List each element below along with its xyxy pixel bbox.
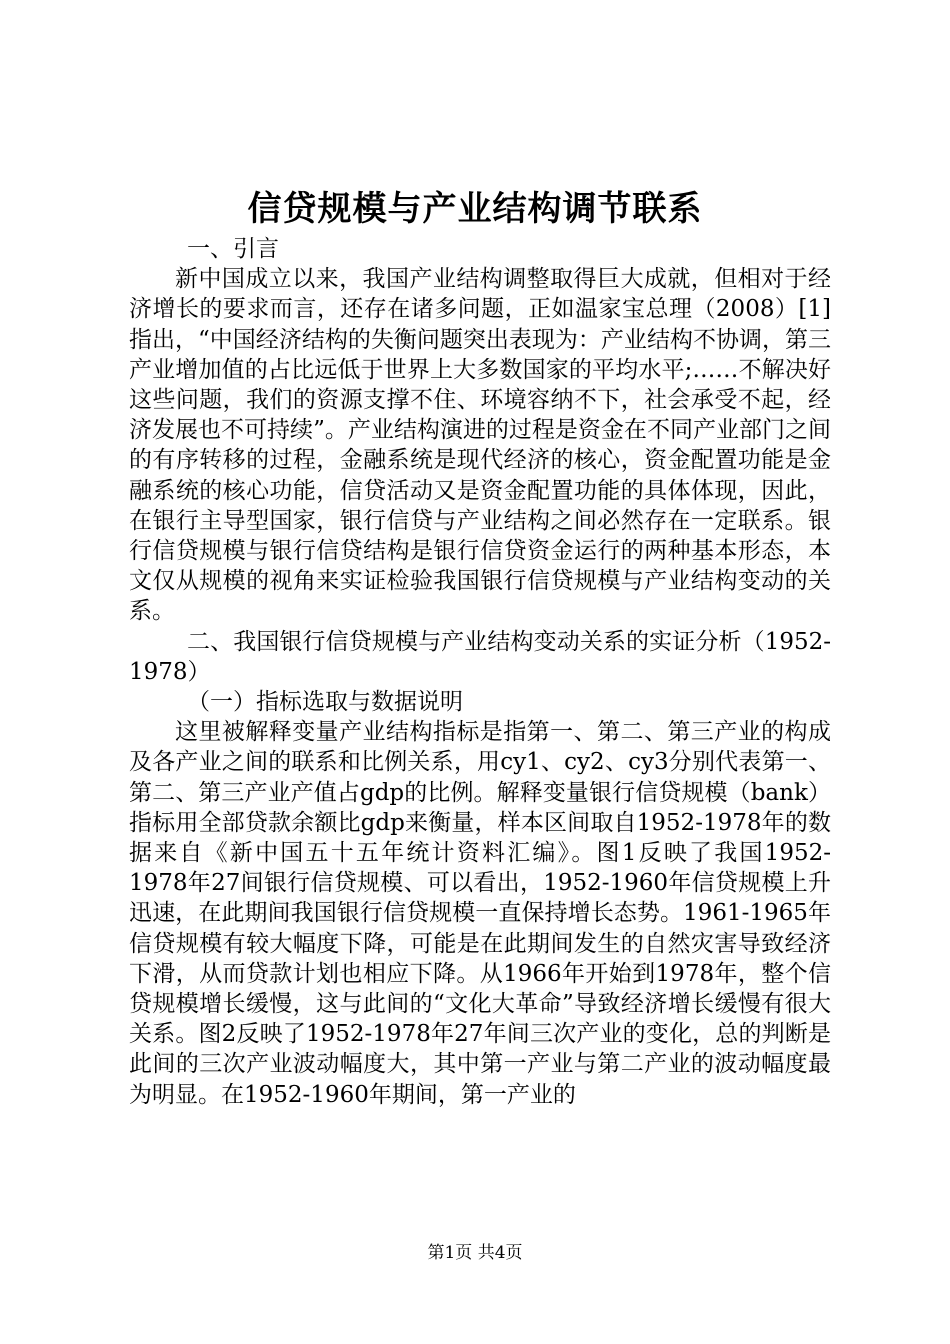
section-heading-intro: 一、引言 xyxy=(187,236,279,262)
paragraph-intro: 新中国成立以来，我国产业结构调整取得巨大成就，但相对于经济增长的要求而言，还存在诸多问题，正如温家宝总理（2008）[1]指出，“中国经济结构的失衡问题突出表现为：产业结构不协调，第三产业增加值的占比远低于世界上大多数国家的平均水平;……不解决好这些问题，我们的资源支撑不住、环境容纳不下，社会承受不起，经济发展也不可持续”。产业结构演进的过程是资金在不同产业部门之间的有序转移的过程，金融系统是现代经济的核心，资金配置功能是金融系统的核心功能，信贷活动又是资金配置功能的具体体现，因此，在银行主导型国家，银行信贷与产业结构之间必然存在一定联系。银行信贷规模与银行信贷结构是银行信贷资金运行的两种基本形态，本文仅从规模的视角来实证检验我国银行信贷规模与产业结构变动的关系。 xyxy=(129,266,831,625)
subsection-heading-indicators: （一）指标选取与数据说明 xyxy=(187,689,463,716)
document-title: 信贷规模与产业结构调节联系 xyxy=(247,189,703,229)
paragraph-data-description: 这里被解释变量产业结构指标是指第一、第二、第三产业的构成及各产业之间的联系和比例关系，用cy1、cy2、cy3分别代表第一、第二、第三产业产值占gdp的比例。解释变量银行信贷规模（bank）指标用全部贷款余额比gdp来衡量，样本区间取自1952-1978年的数据来自《新中国五十五年统计资料汇编》。图1反映了我国1952-1978年27间银行信贷规模、可以看出，1952-1960年信贷规模上升迅速，在此期间我国银行信贷规模一直保持增长态势。1961-1965年信贷规模有较大幅度下降，可能是在此期间发生的自然灾害导致经济下滑，从而贷款计划也相应下降。从1966年开始到1978年，整个信贷规模增长缓慢，这与此间的“文化大革命”导致经济增长缓慢有很大关系。图2反映了1952-1978年27年间三次产业的变化，总的判断是此间的三次产业波动幅度大，其中第一产业与第二产业的波动幅度最为明显。在1952-1960年期间，第一产业的 xyxy=(129,719,831,1108)
section-heading-empirical: 二、我国银行信贷规模与产业结构变动关系的实证分析（1952-1978） xyxy=(129,628,831,685)
page-number-footer: 第1页 共4页 xyxy=(427,1243,523,1263)
document-body xyxy=(129,234,831,1110)
